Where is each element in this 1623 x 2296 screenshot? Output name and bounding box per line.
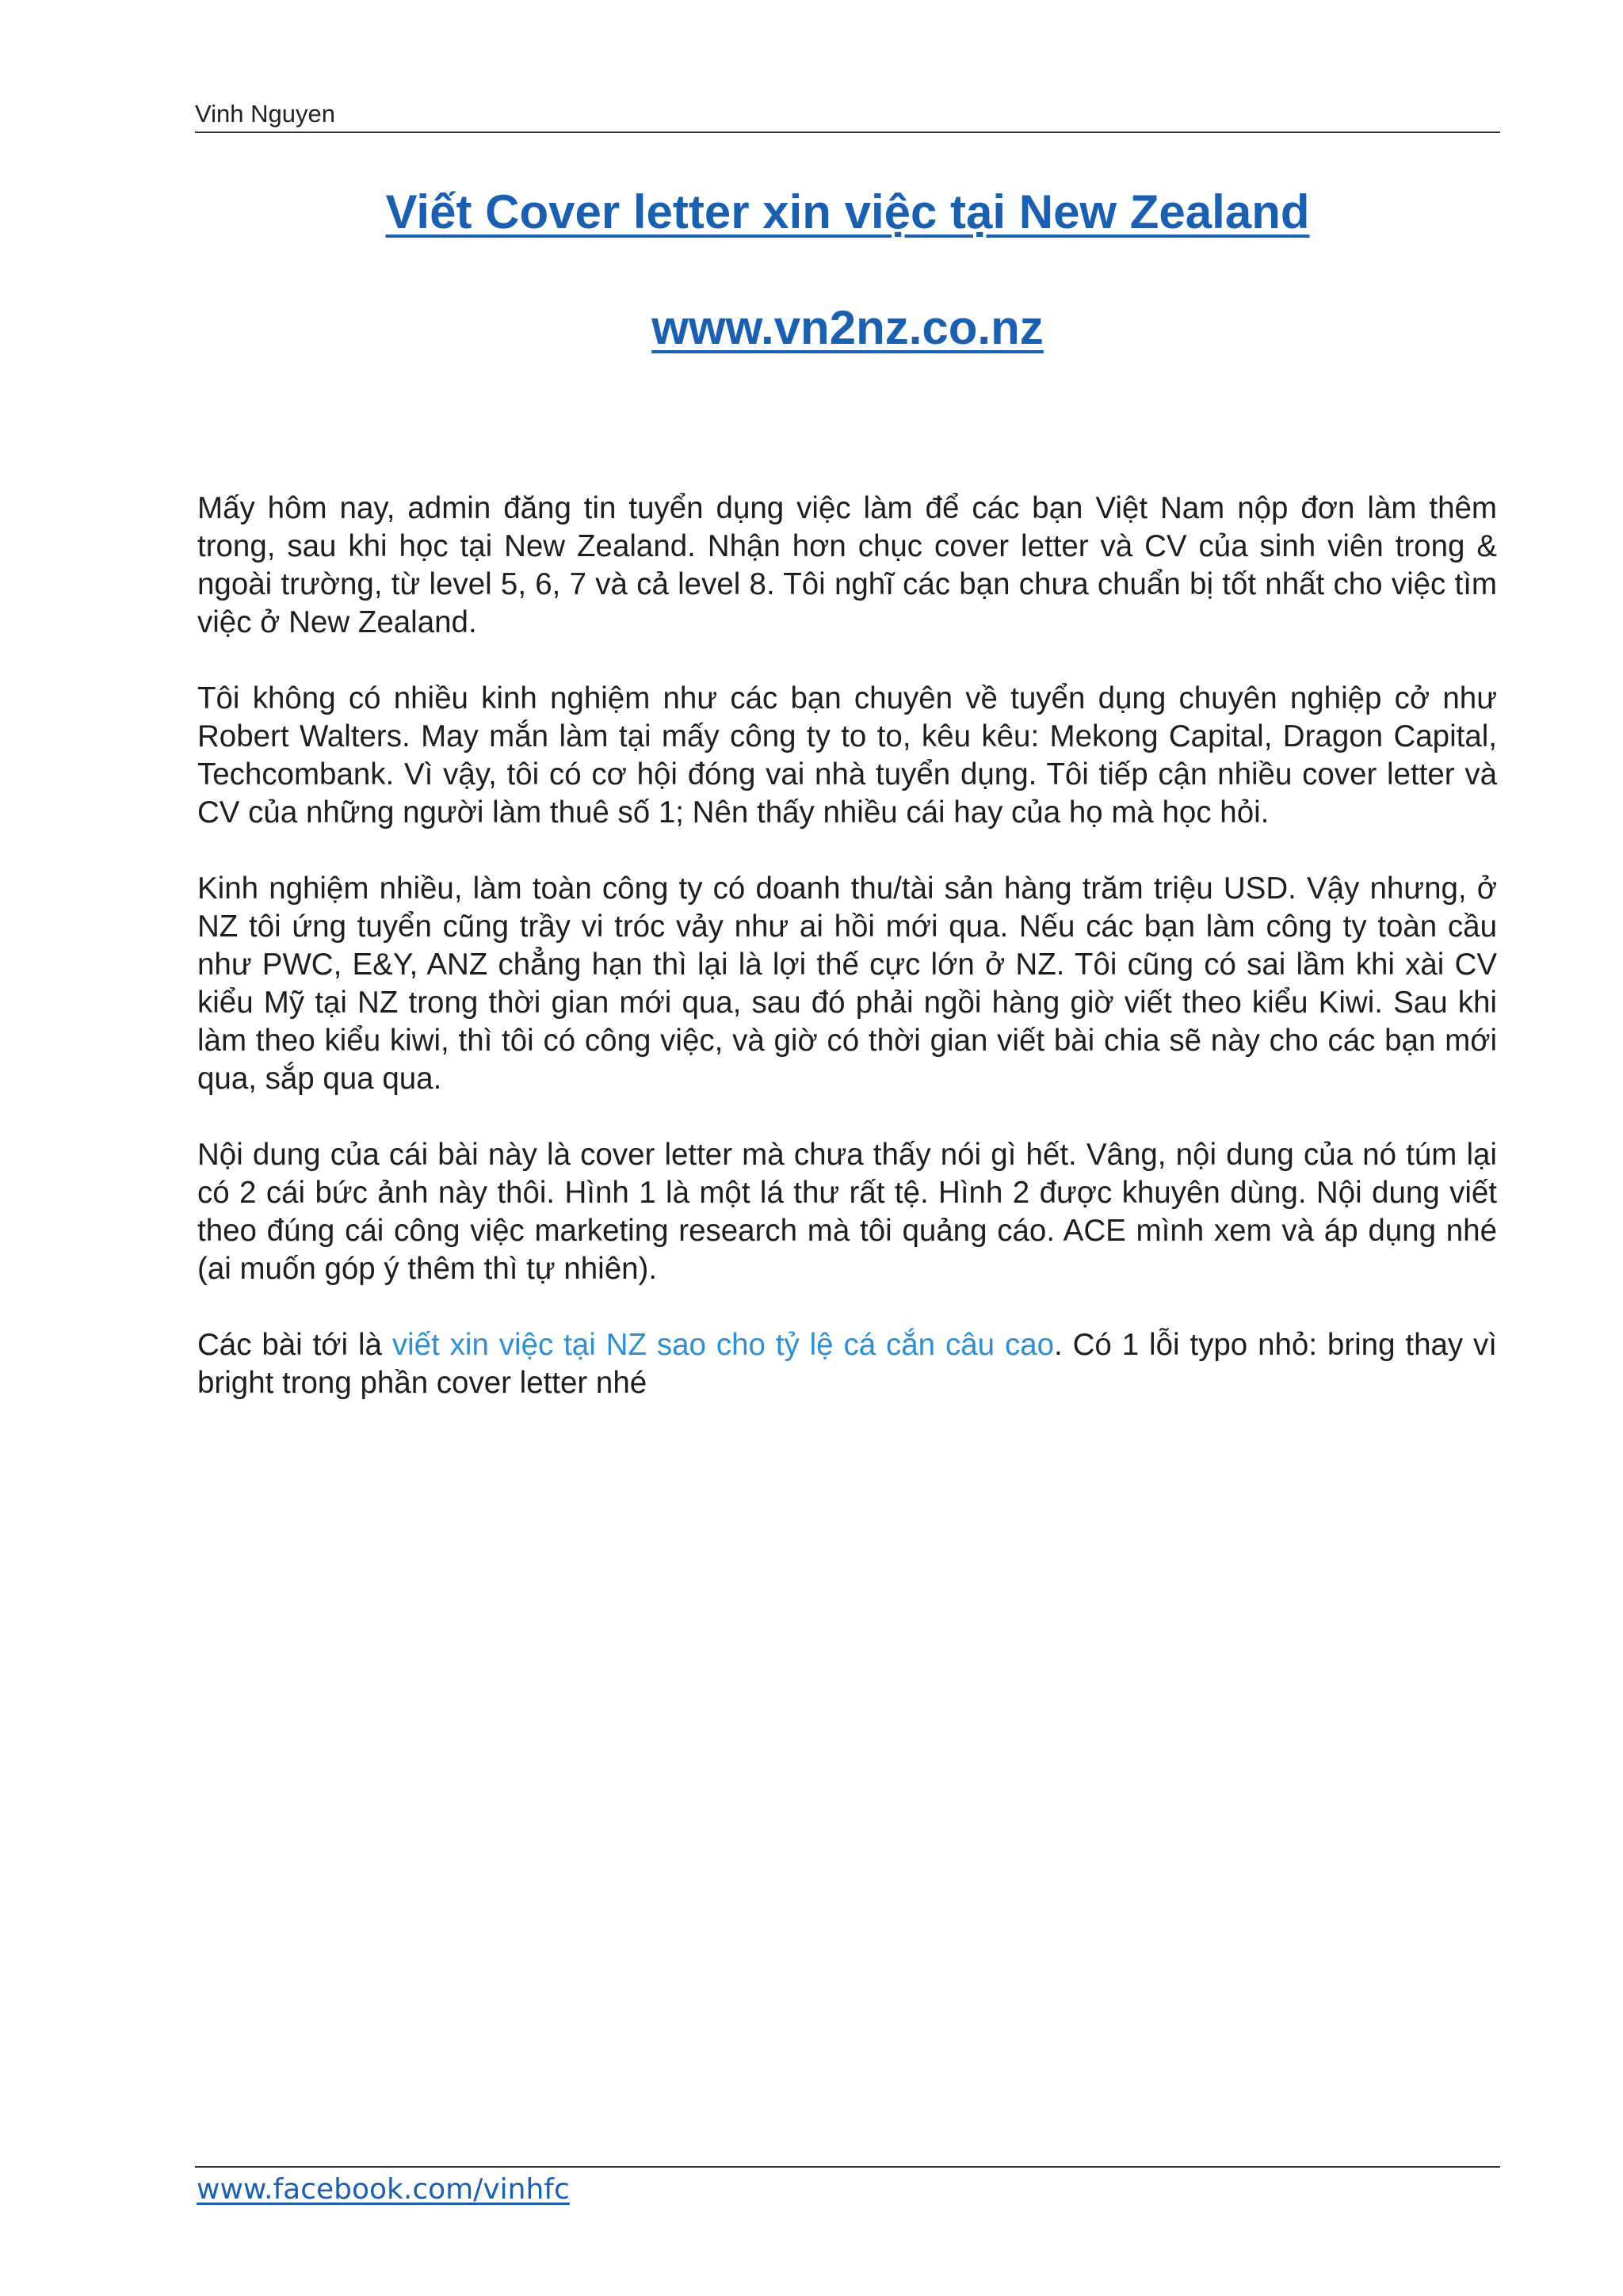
next-post-link[interactable]: viết xin việc tại NZ sao cho tỷ lệ cá cắn câu cao	[391, 1328, 1055, 1362]
footer-rule	[195, 2166, 1500, 2168]
paragraph-intro: Mấy hôm nay, admin đăng tin tuyển dụng việc làm để các bạn Việt Nam nộp đơn làm thêm trong, sau khi học tại New Zealand. Nhận hơn chục cover letter và CV của sinh viên trong & ngoài trường, từ level 5, 6, 7 và cả level 8. Tôi nghĩ các bạn chưa chuẩn bị tốt nhất cho việc tìm việc ở New Zealand.	[197, 491, 1497, 639]
next-posts-intro-text: Các bài tới là	[197, 1328, 392, 1362]
article-body	[197, 490, 1497, 1440]
header-author: Vinh Nguyen	[195, 100, 335, 128]
typo-note-text: . Có 1 lỗi typo nhỏ: bring thay vì bright trong phần cover letter nhé	[197, 1328, 1497, 1400]
paragraph-experience: Tôi không có nhiều kinh nghiệm như các bạn chuyên về tuyển dụng chuyên nghiệp cở như Robert Walters. May mắn làm tại mấy công ty to to, kêu kêu: Mekong Capital, Dragon Capital, Techcombank. Vì vậy, tôi có cơ hội đóng vai nhà tuyển dụng. Tôi tiếp cận nhiều cover letter và CV của những người làm thuê số 1; Nên thấy nhiều cái hay của họ mà học hỏi.	[197, 681, 1497, 830]
paragraph-career: Kinh nghiệm nhiều, làm toàn công ty có doanh thu/tài sản hàng trăm triệu USD. Vậy nhưng, ở NZ tôi ứng tuyển cũng trầy vi tróc vảy như ai hồi mới qua. Nếu các bạn làm công ty toàn cầu như PWC, E&Y, ANZ chẳng hạn thì lại là lợi thế cực lớn ở NZ. Tôi cũng có sai lầm khi xài CV kiểu Mỹ tại NZ trong thời gian mới qua, sau đó phải ngồi hàng giờ viết theo kiểu Kiwi. Sau khi làm theo kiểu kiwi, thì tôi có công việc, và giờ có thời gian viết bài chia sẽ này cho các bạn mới qua, sắp qua qua.	[197, 871, 1497, 1096]
document-title-link[interactable]: Viết Cover letter xin việc tại New Zealand	[385, 185, 1310, 238]
paragraph-next-posts	[197, 1326, 1497, 1402]
header-rule	[195, 132, 1500, 133]
site-url-link[interactable]: www.vn2nz.co.nz	[651, 301, 1044, 354]
facebook-link[interactable]: www.facebook.com/vinhfc	[197, 2173, 570, 2206]
paragraph-content: Nội dung của cái bài này là cover letter mà chưa thấy nói gì hết. Vâng, nội dung của nó túm lại có 2 cái bức ảnh này thôi. Hình 1 là một lá thư rất tệ. Hình 2 được khuyên dùng. Nội dung viết theo đúng cái công việc marketing research mà tôi quảng cáo. ACE mình xem và áp dụng nhé (ai muốn góp ý thêm thì tự nhiên).	[197, 1138, 1497, 1286]
